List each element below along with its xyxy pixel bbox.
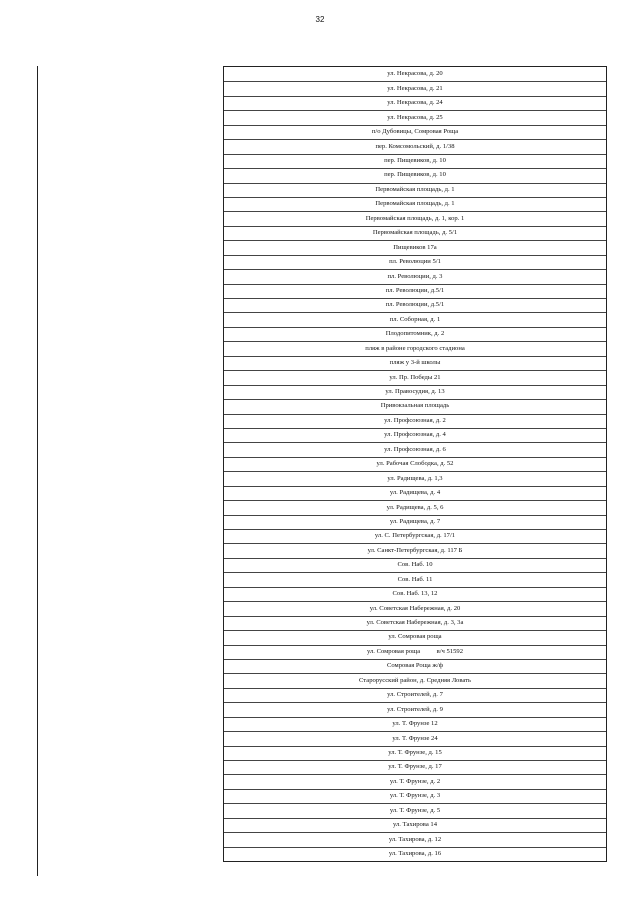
- address-row: пер. Пищевиков, д. 10: [224, 154, 606, 168]
- address-row: ул. Тахирова, д. 12: [224, 832, 606, 846]
- address-row: ул. Тахирова, д. 16: [224, 847, 606, 861]
- address-row: ул. Некрасова, д. 25: [224, 110, 606, 124]
- address-row: пляж в районе городского стадиона: [224, 341, 606, 355]
- address-row: Сомровая Роща ж/ф: [224, 659, 606, 673]
- address-row: ул. Т. Фрунзе, д. 3: [224, 789, 606, 803]
- address-row: пл. Соборная, д. 1: [224, 312, 606, 326]
- address-row: Сов. Наб. 13, 12: [224, 587, 606, 601]
- address-row: пл. Революции, д. 3: [224, 269, 606, 283]
- address-row: ул. Т. Фрунзе, д. 17: [224, 760, 606, 774]
- address-row: ул. Тахирова 14: [224, 818, 606, 832]
- address-row: ул. Сомровая роща в/ч 51592: [224, 645, 606, 659]
- address-row: Первомайская площадь, д. 1, кор. 1: [224, 211, 606, 225]
- address-row: ул. Профсоюзная, д. 6: [224, 442, 606, 456]
- address-row: ул. Строителей, д. 7: [224, 688, 606, 702]
- address-row: ул. Т. Фрунзе, д. 2: [224, 774, 606, 788]
- address-row: пл. Революции, д.5/1: [224, 284, 606, 298]
- address-table: [223, 66, 607, 862]
- address-row: пл. Революции 5/1: [224, 255, 606, 269]
- address-row: Пищевиков 17а: [224, 240, 606, 254]
- address-row: Привокзальная площадь: [224, 399, 606, 413]
- address-row: пер. Пищевиков, д. 10: [224, 168, 606, 182]
- address-row: Старорусский район, д. Средняя Ловать: [224, 673, 606, 687]
- address-row: ул. Т. Фрунзе 24: [224, 731, 606, 745]
- address-row: ул. Некрасова, д. 21: [224, 81, 606, 95]
- address-row: ул. Радищева, д. 4: [224, 486, 606, 500]
- address-row: Первомайская площадь, д. 1: [224, 183, 606, 197]
- address-row: ул. Профсоюзная, д. 4: [224, 428, 606, 442]
- address-row: ул. Пр. Победы 21: [224, 370, 606, 384]
- address-row: Плодопитомник, д. 2: [224, 327, 606, 341]
- address-row: ул. Т. Фрунзе, д. 5: [224, 803, 606, 817]
- address-row: ул. Правосудия, д. 13: [224, 385, 606, 399]
- address-row: Первомайская площадь, д. 1: [224, 197, 606, 211]
- address-row: пл. Революции, д.5/1: [224, 298, 606, 312]
- address-row: Первомайская площадь, д. 5/1: [224, 226, 606, 240]
- address-row: ул. Т. Фрунзе 12: [224, 717, 606, 731]
- address-row: ул. С. Петербургская, д. 17/1: [224, 529, 606, 543]
- address-row: пляж у 3-й школы: [224, 356, 606, 370]
- address-row: ул. Строителей, д. 9: [224, 702, 606, 716]
- address-row: ул. Некрасова, д. 20: [387, 69, 443, 77]
- address-row: Сов. Наб. 10: [224, 558, 606, 572]
- address-row: пер. Комсомольский, д. 1/38: [224, 139, 606, 153]
- address-row: ул. Радищева, д. 1,3: [224, 471, 606, 485]
- address-row: ул. Советская Набережная, д. 20: [224, 601, 606, 615]
- address-row: ул. Рабочая Слободка, д. 52: [224, 457, 606, 471]
- page-number: 32: [315, 15, 325, 24]
- address-row: ул. Радищева, д. 5, 6: [224, 500, 606, 514]
- address-row: п/о Дубовицы, Сомровая Роща: [224, 125, 606, 139]
- address-row: ул. Радищева, д. 7: [224, 515, 606, 529]
- address-row: ул. Профсоюзная, д. 2: [224, 414, 606, 428]
- left-margin-rule: [37, 66, 38, 876]
- address-row: ул. Т. Фрунзе, д. 15: [224, 746, 606, 760]
- address-row: Сов. Наб. 11: [224, 572, 606, 586]
- address-row: ул. Советская Набережная, д. 3, 3а: [224, 616, 606, 630]
- address-row: ул. Санкт-Петербургская, д. 117 Б: [224, 543, 606, 557]
- address-row: ул. Сомровая роща: [224, 630, 606, 644]
- address-row: ул. Некрасова, д. 24: [224, 96, 606, 110]
